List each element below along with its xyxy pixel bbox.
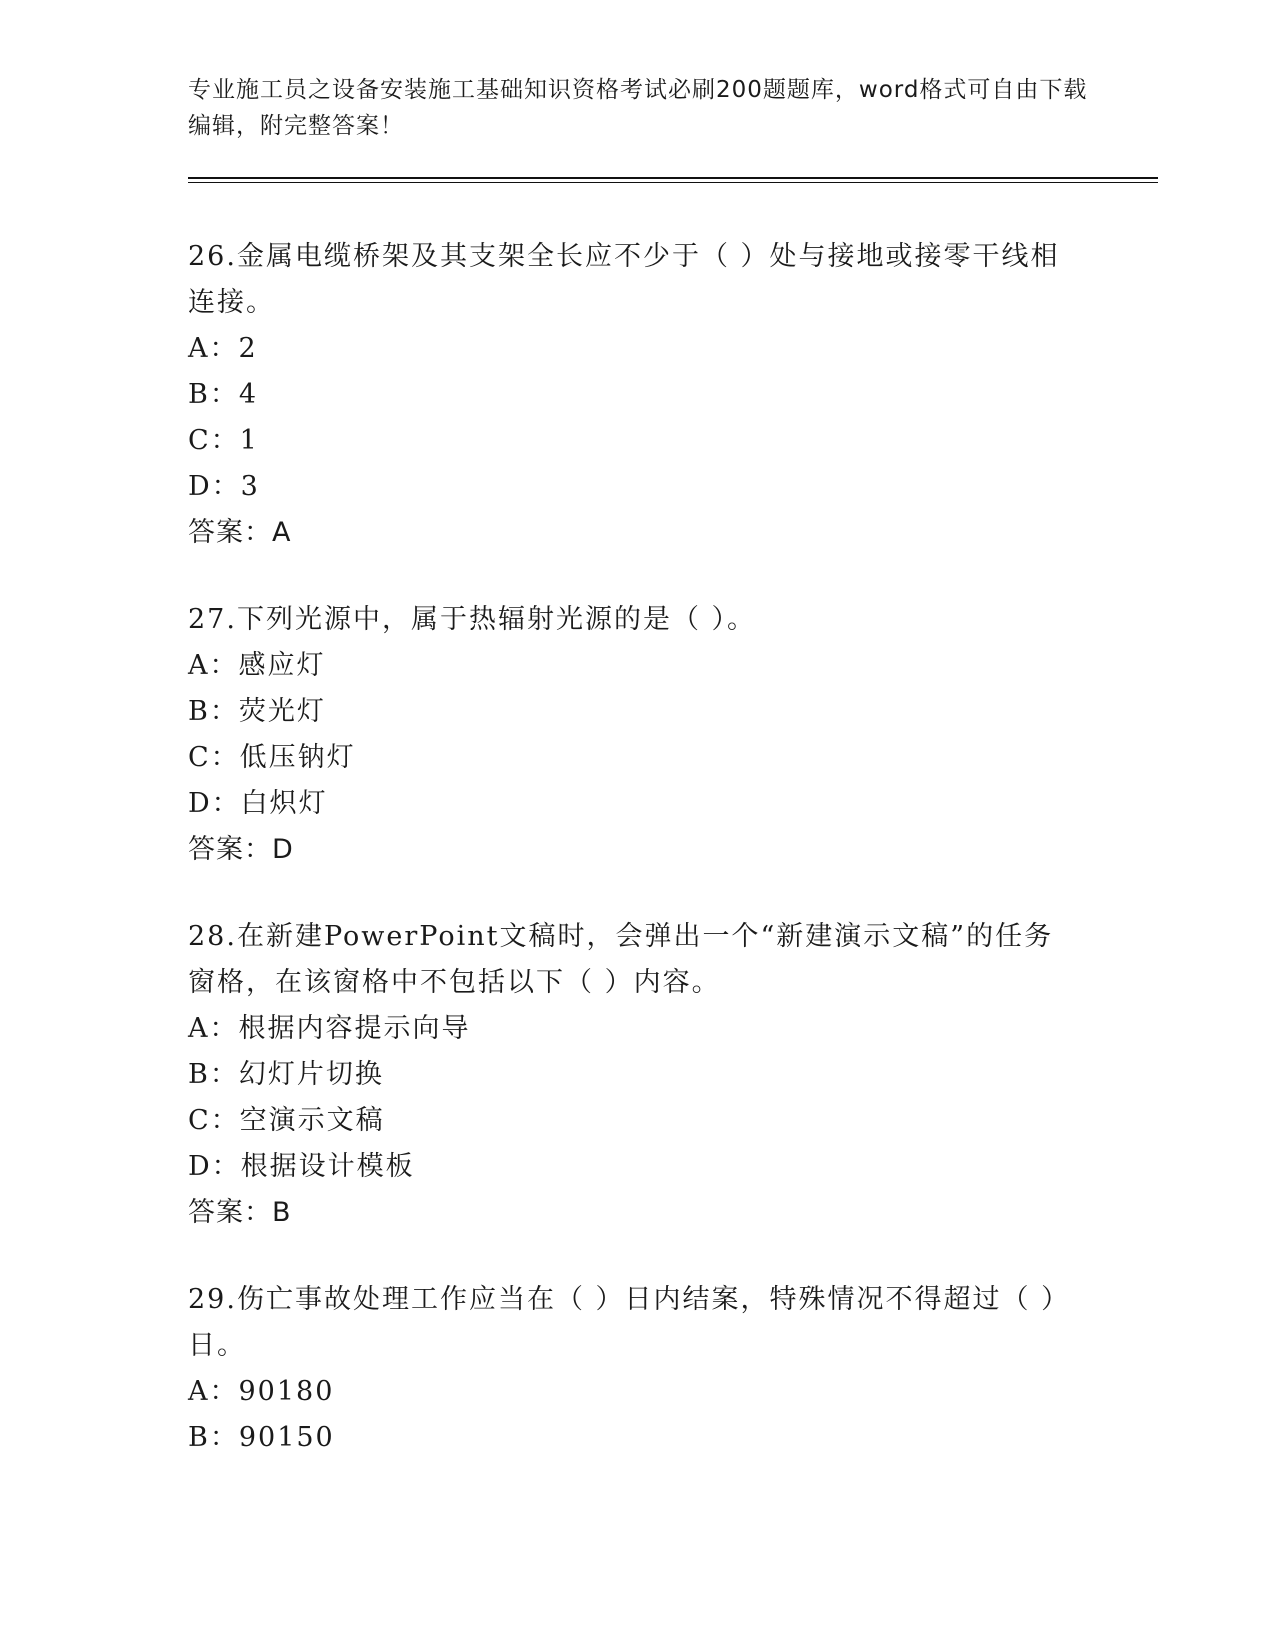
header-rule-thin [188,182,1158,183]
option-d: D：根据设计模板 [188,1151,415,1182]
option-b: B：幻灯片切换 [188,1059,384,1090]
option-a: A：根据内容提示向导 [188,1013,471,1044]
header-rule-thick [188,177,1158,179]
question-list [188,234,1068,1502]
option-c: C：1 [188,425,259,456]
option-c: C：空演示文稿 [188,1105,385,1136]
question-stem: 27.下列光源中，属于热辐射光源的是（ ）。 [188,604,757,635]
question-29 [188,1277,1068,1461]
option-d: D：3 [188,471,260,502]
question-stem: 28.在新建PowerPoint文稿时，会弹出一个“新建演示文稿”的任务窗格，在该窗格中不包括以下（ ）内容。 [188,921,1054,998]
answer: 答案：B [188,1197,292,1228]
question-stem: 29.伤亡事故处理工作应当在（ ）日内结案，特殊情况不得超过（ ）日。 [188,1284,1057,1361]
option-b: B：荧光灯 [188,696,326,727]
question-27 [188,597,1068,873]
option-a: A：90180 [188,1376,335,1407]
option-c: C：低压钠灯 [188,742,356,773]
question-26 [188,234,1068,556]
answer: 答案：A [188,517,292,548]
option-d: D：白炽灯 [188,788,328,819]
question-28 [188,914,1068,1236]
option-a: A：2 [188,333,258,364]
document-header: 专业施工员之设备安装施工基础知识资格考试必刷200题题库，word格式可自由下载编辑，附完整答案！ [188,77,1088,139]
option-b: B：90150 [188,1422,335,1453]
answer: 答案：D [188,834,294,865]
option-b: B：4 [188,379,259,410]
option-a: A：感应灯 [188,650,326,681]
question-stem: 26.金属电缆桥架及其支架全长应不少于（ ）处与接地或接零干线相连接。 [188,241,1060,318]
